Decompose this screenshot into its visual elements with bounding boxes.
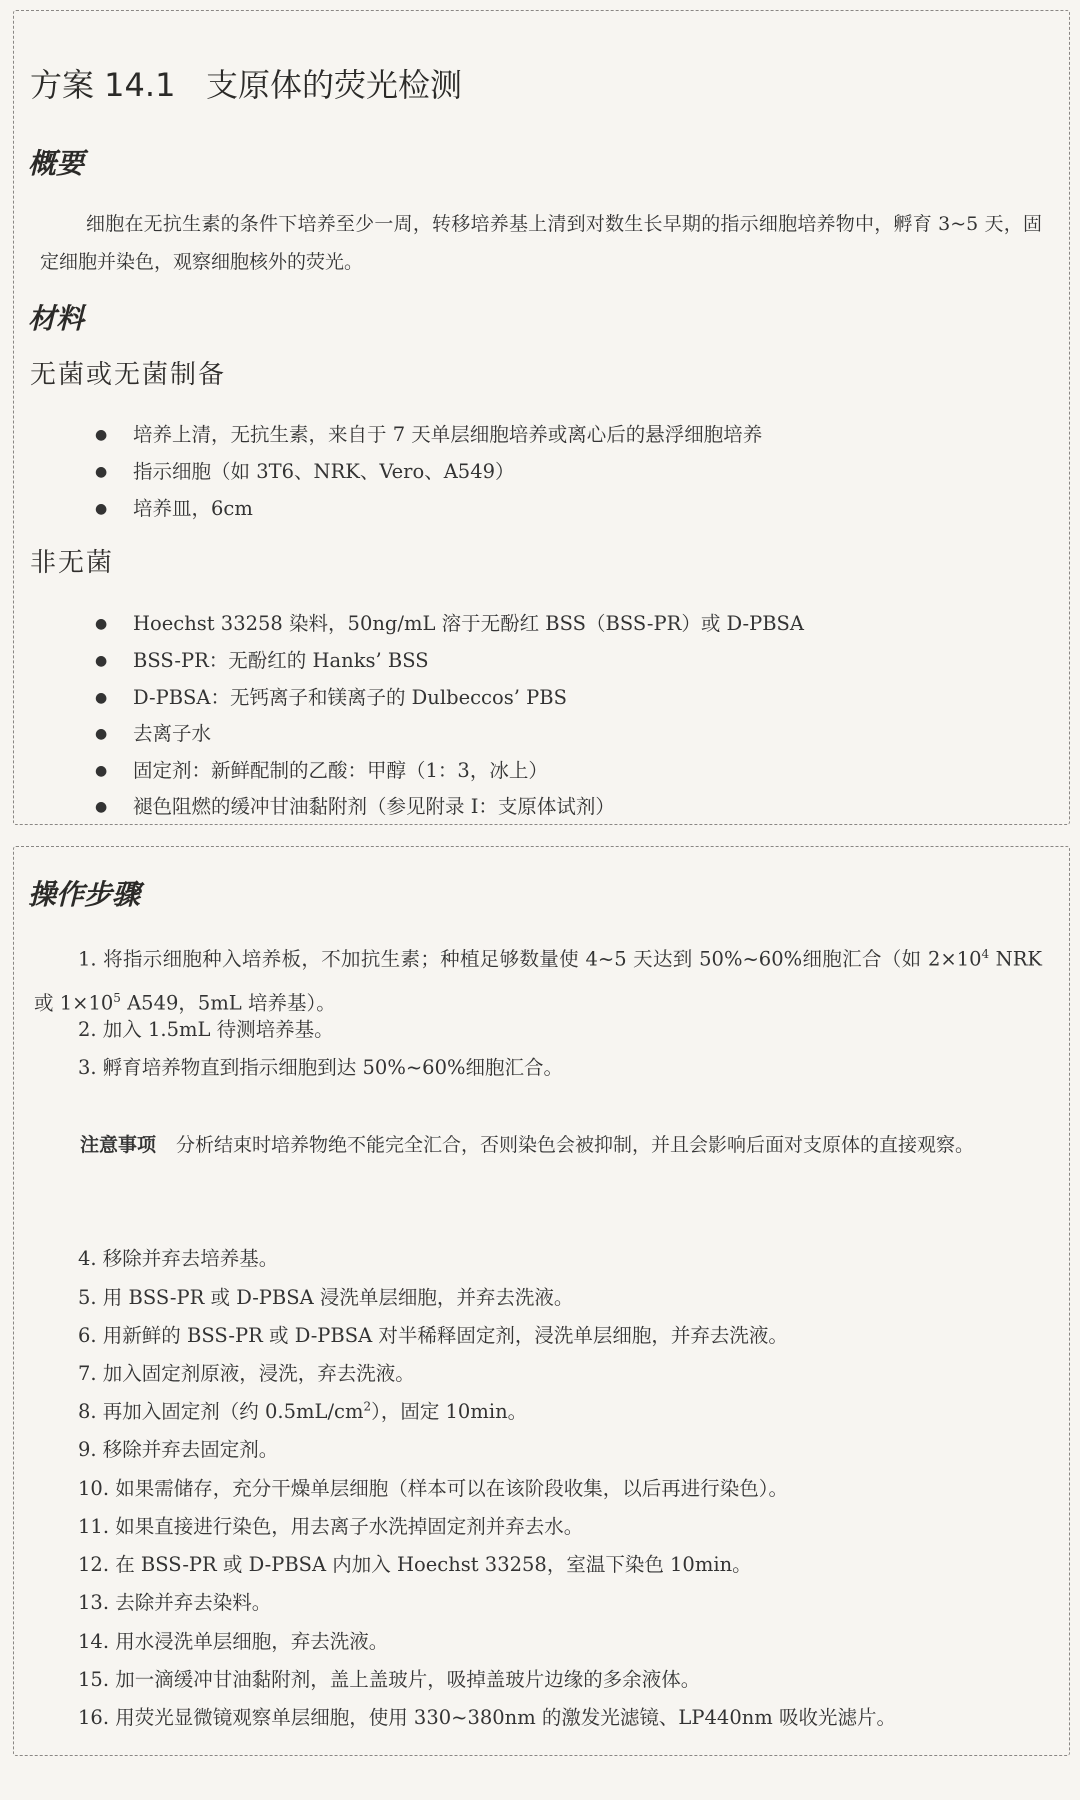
procedure-step: 1. 将指示细胞种入培养板，不加抗生素；种植足够数量使 4~5 天达到 50%~60%细胞汇合（如 $2\times 10^4$ NRK 或 $1\times 10^5$ A549，5mL 培养基）。 [34, 947, 1042, 1014]
procedure-heading: 操作步骤 [28, 878, 141, 911]
bullet-icon: ● [95, 653, 108, 669]
procedure-step: 12. 在 BSS-PR 或 D-PBSA 内加入 Hoechst 33258，室温下染色 10min。 [78, 1553, 752, 1576]
bullet-icon: ● [95, 763, 108, 779]
procedure-step: 14. 用水浸洗单层细胞，弃去洗液。 [78, 1630, 389, 1653]
procedure-step: 4. 移除并弃去培养基。 [78, 1247, 279, 1270]
note-label: 注意事项 [80, 1134, 157, 1156]
summary-heading: 概要 [28, 147, 85, 180]
list-item: ● 培养皿，6cm [95, 497, 253, 520]
procedure-step: 9. 移除并弃去固定剂。 [78, 1438, 279, 1461]
note-text: 分析结束时培养物绝不能完全汇合，否则染色会被抑制，并且会影响后面对支原体的直接观察。 [176, 1134, 975, 1156]
procedure-step: 6. 用新鲜的 BSS-PR 或 D-PBSA 对半稀释固定剂，浸洗单层细胞，并弃去洗液。 [78, 1324, 788, 1347]
bullet-icon: ● [95, 726, 108, 742]
nonsterile-heading: 非无菌 [30, 548, 115, 578]
note [34, 1126, 1042, 1164]
bullet-icon: ● [95, 799, 108, 815]
bullet-icon: ● [95, 427, 108, 443]
summary-text: 细胞在无抗生素的条件下培养至少一周，转移培养基上清到对数生长早期的指示细胞培养物中，孵育 3~5 天，固定细胞并染色，观察细胞核外的荧光。 [40, 213, 1042, 273]
list-item: ● 固定剂：新鲜配制的乙酸：甲醇（1：3，冰上） [95, 759, 548, 782]
procedure-step: 7. 加入固定剂原液，浸洗，弃去洗液。 [78, 1362, 415, 1385]
procedure-step: 3. 孵育培养物直到指示细胞到达 50%~60%细胞汇合。 [78, 1056, 564, 1079]
list-item: ● 褪色阻燃的缓冲甘油黏附剂（参见附录 I：支原体试剂） [95, 795, 615, 818]
bullet-icon: ● [95, 464, 108, 480]
procedure-step: 15. 加一滴缓冲甘油黏附剂，盖上盖玻片，吸掉盖玻片边缘的多余液体。 [78, 1668, 701, 1691]
list-item: ● D-PBSA：无钙离子和镁离子的 Dulbeccos’ PBS [95, 686, 567, 709]
procedure-step: 2. 加入 1.5mL 待测培养基。 [78, 1018, 334, 1041]
bullet-icon: ● [95, 501, 108, 517]
procedure-step: 13. 去除并弃去染料。 [78, 1591, 272, 1614]
list-item: ● BSS-PR：无酚红的 Hanks’ BSS [95, 649, 429, 672]
procedure-step: 16. 用荧光显微镜观察单层细胞，使用 330~380nm 的激发光滤镜、LP440nm 吸收光滤片。 [78, 1706, 896, 1729]
procedure-step: 10. 如果需储存，充分干燥单层细胞（样本可以在该阶段收集，以后再进行染色）。 [78, 1477, 788, 1500]
list-item: ● Hoechst 33258 染料，50ng/mL 溶于无酚红 BSS（BSS-PR）或 D-PBSA [95, 612, 804, 635]
bullet-icon: ● [95, 616, 108, 632]
procedure-step: 11. 如果直接进行染色，用去离子水洗掉固定剂并弃去水。 [78, 1515, 584, 1538]
sterile-heading: 无菌或无菌制备 [30, 360, 227, 390]
list-item: ● 去离子水 [95, 722, 212, 745]
list-item: ● 指示细胞（如 3T6、NRK、Vero、A549） [95, 460, 515, 483]
page-title: 方案 14.1 支原体的荧光检测 [30, 66, 462, 104]
bullet-icon: ● [95, 690, 108, 706]
procedure-step: 8. 再加入固定剂（约 $0.5mL/cm^2$），固定 10min。 [78, 1399, 528, 1423]
procedure-step: 5. 用 BSS-PR 或 D-PBSA 浸洗单层细胞，并弃去洗液。 [78, 1286, 574, 1309]
materials-heading: 材料 [28, 302, 85, 335]
list-item: ● 培养上清，无抗生素，来自于 7 天单层细胞培养或离心后的悬浮细胞培养 [95, 423, 763, 446]
